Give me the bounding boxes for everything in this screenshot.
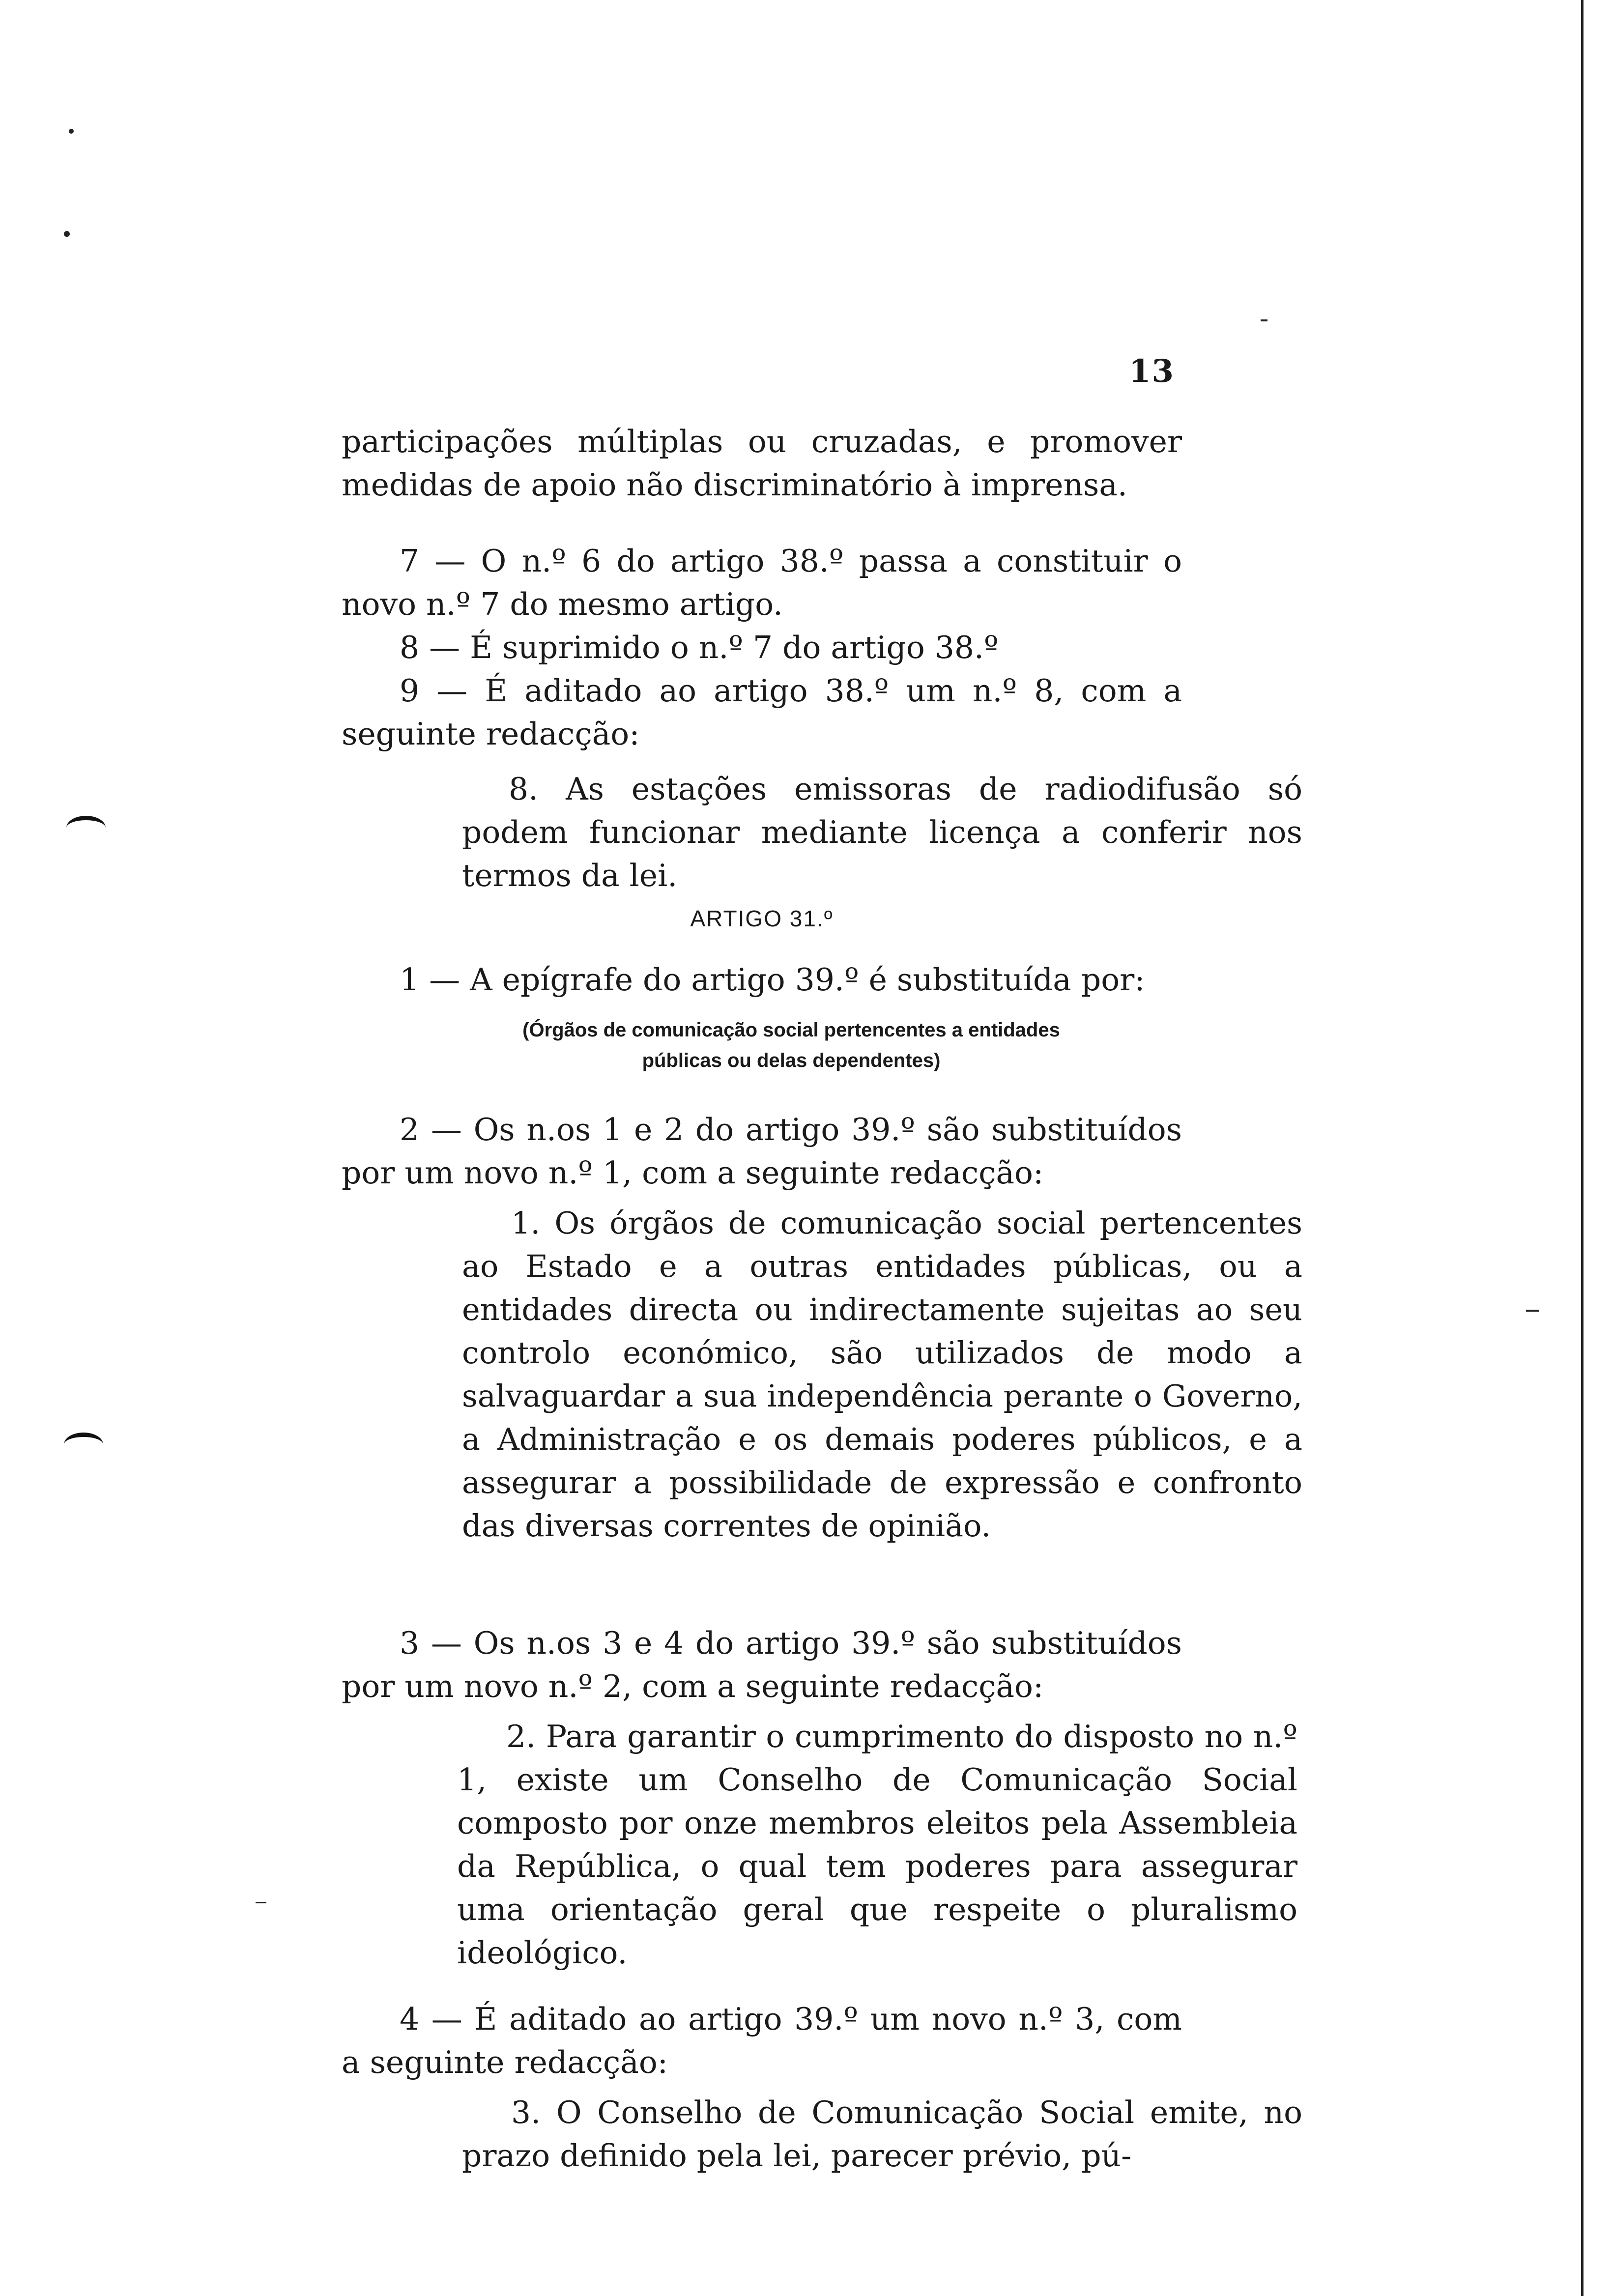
item-9: 9 — É aditado ao artigo 38.º um n.º 8, com a seguinte redacção: — [342, 673, 1182, 752]
page-edge-shadow — [1581, 0, 1583, 2296]
article-item-2: 2 — Os n.os 1 e 2 do artigo 39.º são substituídos por um novo n.º 1, com a seguinte redacção: — [342, 1112, 1182, 1191]
item-7: 7 — O n.º 6 do artigo 38.º passa a constituir o novo n.º 7 do mesmo artigo. — [342, 543, 1182, 622]
paragraph-intro: participações múltiplas ou cruzadas, e promover medidas de apoio não discriminatório à imprensa. — [342, 424, 1182, 503]
binding-hole-mark — [64, 1433, 103, 1457]
quote-2-text: 2. Para garantir o cumprimento do disposto no n.º 1, existe um Conselho de Comunicação Social composto por onze membros eleitos pela Assembleia da República, o qual tem poderes para assegurar uma orientação geral que respeite o pluralismo ideológico. — [457, 1719, 1297, 1971]
scan-speck — [1261, 319, 1267, 321]
scan-speck — [64, 231, 70, 237]
article-heading: ARTIGO 31.º — [690, 906, 834, 931]
epigraph-line-1: (Órgãos de comunicação social pertencentes a entidades — [522, 1019, 1060, 1041]
epigraph-line-2: públicas ou delas dependentes) — [642, 1050, 941, 1071]
text-block-6 — [342, 1998, 1182, 2084]
text-block-5 — [342, 1622, 1182, 1708]
article-item-4: 4 — É aditado ao artigo 39.º um novo n.º 3, com a seguinte redacção: — [342, 2001, 1182, 2080]
item-8: 8 — É suprimido o n.º 7 do artigo 38.º — [400, 630, 999, 665]
quote-3-text: 3. O Conselho de Comunicação Social emite, no prazo definido pela lei, parecer prévio, pú- — [462, 2095, 1302, 2174]
quoted-provision-2 — [342, 1715, 1297, 1975]
text-block-4 — [342, 1108, 1182, 1195]
scan-speck — [1526, 1310, 1539, 1312]
article-section — [342, 897, 1182, 940]
epigraph-block — [342, 1015, 1182, 1076]
scan-speck — [69, 129, 74, 134]
quoted-provision-1 — [342, 1202, 1302, 1548]
page-number: 13 — [1128, 353, 1175, 390]
quoted-provision-8 — [342, 768, 1302, 897]
text-block-2 — [342, 540, 1182, 756]
article-item-1: 1 — A epígrafe do artigo 39.º é substituída por: — [400, 962, 1145, 998]
scan-speck — [256, 1902, 266, 1903]
binding-hole-mark — [66, 816, 106, 840]
article-item-3: 3 — Os n.os 3 e 4 do artigo 39.º são substituídos por um novo n.º 2, com a seguinte redacção: — [342, 1625, 1182, 1704]
quoted-provision-3 — [342, 2091, 1302, 2178]
quote-8-text: 8. As estações emissoras de radiodifusão só podem funcionar mediante licença a conferir nos termos da lei. — [462, 771, 1302, 893]
text-block-3 — [342, 958, 1182, 1002]
quote-1-text: 1. Os órgãos de comunicação social pertencentes ao Estado e a outras entidades públicas, ou a entidades directa ou indirectamente sujeitas ao seu controlo económico, são utilizados de modo a salvaguardar a sua independência perante o Governo, a Administração e os demais poderes públicos, e a assegurar a possibilidade de expressão e confronto das diversas correntes de opinião. — [462, 1205, 1302, 1544]
text-block-1 — [342, 420, 1182, 507]
